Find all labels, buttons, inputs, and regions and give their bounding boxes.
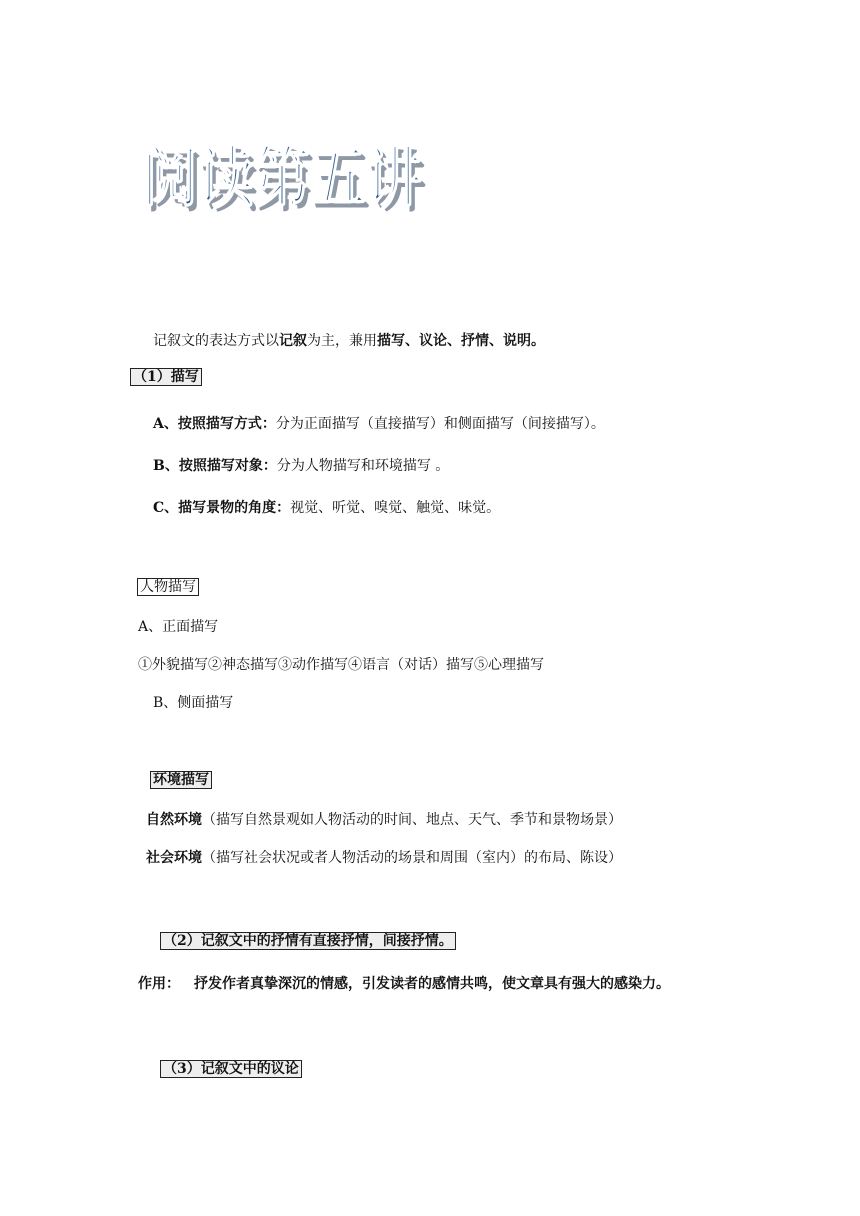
character-item-a: A、正面描写 bbox=[138, 619, 219, 635]
section2-heading-box: （2）记叙文中的抒情有直接抒情，间接抒情。 bbox=[160, 932, 456, 950]
character-heading bbox=[137, 578, 199, 596]
environment-natural bbox=[146, 811, 622, 829]
character-heading-box: 人物描写 bbox=[137, 578, 199, 596]
section1-heading-box: （1）描写 bbox=[130, 368, 202, 386]
title-shadow: 阅读第五讲 bbox=[146, 144, 426, 221]
section1-item-a bbox=[153, 415, 605, 433]
environment-heading bbox=[150, 771, 212, 789]
item-text: （描写社会状况或者人物活动的场景和周围（室内）的布局、陈设） bbox=[202, 850, 622, 866]
section1-heading bbox=[130, 368, 202, 386]
item-label: 自然环境 bbox=[146, 812, 202, 828]
intro-text: 为主，兼用 bbox=[307, 333, 377, 349]
item-label: C、描写景物的角度： bbox=[153, 500, 291, 516]
item-text: 分为正面描写（直接描写）和侧面描写（间接描写）。 bbox=[275, 416, 605, 432]
item-label: B、按照描写对象： bbox=[153, 458, 277, 474]
item-label: 作用： bbox=[138, 976, 180, 992]
environment-social bbox=[146, 849, 622, 867]
section3-heading bbox=[160, 1060, 302, 1078]
section2-heading bbox=[160, 932, 456, 950]
intro-text: 记叙文的表达方式以 bbox=[153, 333, 279, 349]
item-text: 分为人物描写和环境描写 。 bbox=[276, 458, 450, 474]
section2-effect bbox=[138, 975, 670, 993]
section3-heading-box: （3）记叙文中的议论 bbox=[160, 1060, 302, 1078]
section1-item-c bbox=[153, 499, 500, 517]
section1-item-b bbox=[153, 457, 449, 475]
title-wordart bbox=[134, 104, 434, 224]
item-label: 社会环境 bbox=[146, 850, 202, 866]
page-title: 阅读第五讲 bbox=[142, 139, 422, 216]
intro-emphasis: 描写、议论、抒情、说明。 bbox=[377, 333, 545, 349]
item-text: （描写自然景观如人物活动的时间、地点、天气、季节和景物场景） bbox=[202, 812, 622, 828]
item-text: 抒发作者真挚深沉的情感，引发读者的感情共鸣，使文章具有强大的感染力。 bbox=[194, 976, 670, 992]
character-list: ①外貌描写②神态描写③动作描写④语言（对话）描写⑤心理描写 bbox=[138, 657, 544, 673]
character-item-b: B、侧面描写 bbox=[153, 695, 234, 711]
item-label: A、按照描写方式： bbox=[153, 416, 276, 432]
intro-paragraph bbox=[153, 332, 545, 350]
item-text: 视觉、听觉、嗅觉、触觉、味觉。 bbox=[290, 500, 501, 516]
intro-emphasis: 记叙 bbox=[279, 333, 307, 349]
environment-heading-box: 环境描写 bbox=[150, 771, 212, 789]
